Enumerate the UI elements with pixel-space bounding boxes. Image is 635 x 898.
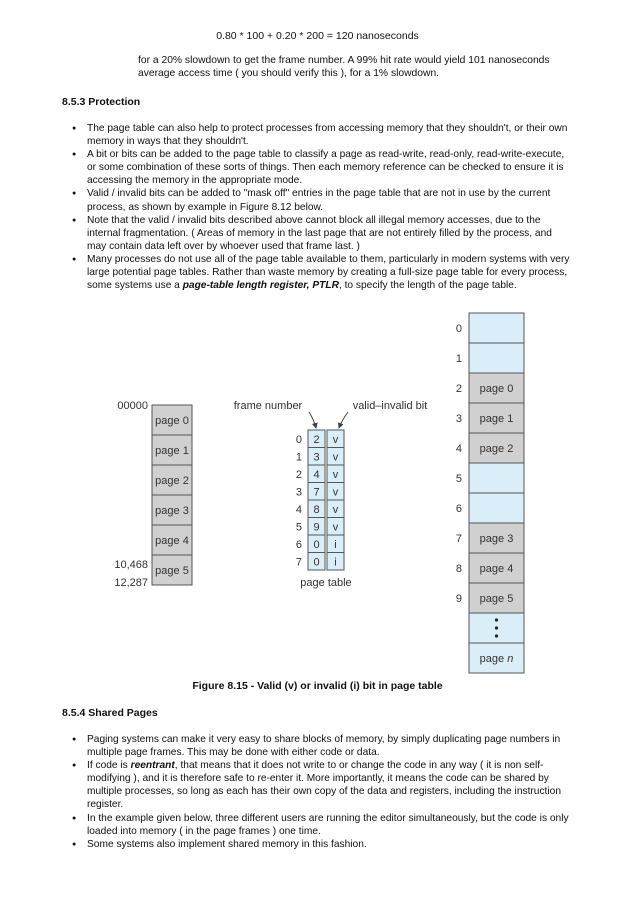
page-table-index: 0: [295, 433, 302, 446]
frame-number: 7: [455, 533, 462, 545]
page-table-index: 6: [295, 538, 302, 551]
last-page-variable: n: [507, 653, 514, 665]
page-table-frame-value: 0: [313, 556, 320, 569]
list-item: ● Some systems also implement shared memory in this fashion.: [72, 838, 572, 851]
ellipsis-dot: [495, 626, 498, 629]
logical-page-label: page 1: [155, 445, 189, 457]
frame-cell: [469, 343, 524, 373]
page-table-frame-value: 4: [313, 468, 320, 481]
list-item: ● Paging systems can make it very easy to share blocks of memory, by simply duplicating page numbers in multiple page frames. This may be done with either code or data.: [72, 733, 572, 759]
page-table-bit-value: i: [334, 538, 337, 551]
page-table-bit-value: v: [332, 433, 339, 446]
valid-invalid-label: valid–invalid bit: [352, 400, 428, 412]
page-table-bit-value: v: [332, 468, 339, 481]
valid-invalid-arrow: [339, 412, 348, 428]
list-item: ● Note that the valid / invalid bits described above cannot block all illegal memory accesses, due to the internal fragmentation. ( Areas of memory in the last page that are not entirely filled by the process, and may contain data left over by whoever used that frame last. ): [72, 214, 572, 253]
address-label: 00000: [117, 400, 148, 412]
logical-page-label: page 4: [155, 535, 189, 547]
frame-number: 8: [455, 563, 462, 575]
text-run: Many processes do not use all of the page table available to them, particularly in modern systems with very large potential page tables. Rather than waste memory by creating a full-size page table for every process, some systems use a: [87, 253, 570, 292]
frame-number: 5: [455, 473, 462, 485]
emphasis-reentrant: reentrant: [130, 760, 175, 772]
page-table-frame-value: 2: [313, 433, 320, 446]
intro-paragraph: for a 20% slowdown to get the frame number. A 99% hit rate would yield 101 nanoseconds average access time ( you should verify this ), for a 1% slowdown.: [138, 55, 550, 79]
page-table-bit-value: v: [332, 503, 339, 516]
list-item: ● Valid / invalid bits can be added to "mask off" entries in the page table that are not in use by the current process, as shown by example in Figure 8.12 below.: [72, 187, 572, 213]
text-run: If code is: [87, 760, 131, 772]
address-label: 10,468: [114, 559, 148, 571]
page-table: [234, 400, 428, 589]
ellipsis-dot: [495, 634, 498, 637]
frame-page-label: page 0: [479, 383, 514, 395]
logical-page-label: page 0: [155, 415, 189, 427]
last-page-prefix: page: [479, 653, 508, 665]
frame-number: 2: [455, 383, 462, 395]
page-table-index: 3: [295, 486, 302, 499]
frame-page-label: page 4: [479, 563, 514, 575]
shared-pages-list: [72, 733, 572, 851]
logical-page-label: page 2: [155, 475, 189, 487]
logical-page-label: page 3: [155, 505, 189, 517]
page-table-frame-value: 3: [313, 451, 320, 464]
page-table-index: 4: [295, 503, 302, 516]
page-table-bit-value: i: [334, 556, 337, 569]
frame-page-label: page 1: [479, 413, 514, 425]
list-item: ● A bit or bits can be added to the page table to classify a page as read-write, read-only, read-write-execute, or some combination of these sorts of things. Then each memory reference can be checked to ensure it is accessing the memory in the appropriate mode.: [72, 148, 572, 187]
list-item: ● The page table can also help to protect processes from accessing memory that they shouldn't, or their own memory in ways that they shouldn't.: [72, 122, 572, 148]
heading-protection: 8.5.3 Protection: [62, 96, 141, 108]
list-item: ● In the example given below, three different users are running the editor simultaneously, but the code is only loaded into memory ( in the page frames ) one time.: [72, 812, 572, 838]
frame-number: 9: [455, 593, 462, 605]
ellipsis-dot: [495, 618, 498, 621]
frame-number: 0: [455, 323, 462, 335]
frame-cell: [469, 313, 524, 343]
page-table-frame-value: 8: [313, 503, 320, 516]
frame-page-label-last: [480, 653, 514, 665]
address-label: 12,287: [114, 577, 148, 589]
page-table-index: 1: [295, 451, 302, 464]
list-item: [72, 759, 572, 811]
figure-caption: Figure 8.15 - Valid (v) or invalid (i) bit in page table: [192, 680, 443, 692]
logical-memory: [114, 400, 192, 589]
page-table-label: page table: [300, 577, 352, 589]
frame-number: 4: [455, 443, 462, 455]
frame-cell: [469, 463, 524, 493]
logical-page-label: page 5: [155, 565, 189, 577]
page-table-frame-value: 7: [313, 486, 320, 499]
equation: 0.80 * 100 + 0.20 * 200 = 120 nanoseconds: [216, 30, 419, 42]
page-table-index: 7: [295, 556, 302, 569]
text-run: , to specify the length of the page table.: [338, 280, 517, 292]
page-table-frame-value: 9: [313, 521, 320, 534]
frame-number-arrow: [309, 412, 316, 428]
page-table-frame-value: 0: [313, 538, 320, 551]
frame-page-label: page 3: [479, 533, 514, 545]
text-run: , that means that it does not write to or change the code in any way ( it is non self-modifying ), and it is therefore safe to re-enter it. More importantly, it means the code can be shared by multiple processes, so long as each has their own copy of the data and registers, including the instruction register.: [87, 760, 561, 811]
frame-number-label: frame number: [233, 400, 303, 412]
frame-page-label: page 5: [479, 593, 514, 605]
physical-memory: [456, 313, 524, 673]
page-table-index: 2: [295, 468, 302, 481]
page-table-bit-value: v: [332, 486, 339, 499]
frame-number: 3: [455, 413, 462, 425]
emphasis-ptlr: page-table length register, PTLR: [182, 280, 339, 292]
frame-number: 6: [455, 503, 462, 515]
page-table-index: 5: [295, 521, 302, 534]
heading-shared-pages: 8.5.4 Shared Pages: [62, 707, 158, 719]
frame-page-label: page 2: [479, 443, 514, 455]
page-table-bit-value: v: [332, 451, 339, 464]
frame-cell: [469, 493, 524, 523]
frame-number: 1: [455, 353, 462, 365]
page-table-bit-value: v: [332, 521, 339, 534]
